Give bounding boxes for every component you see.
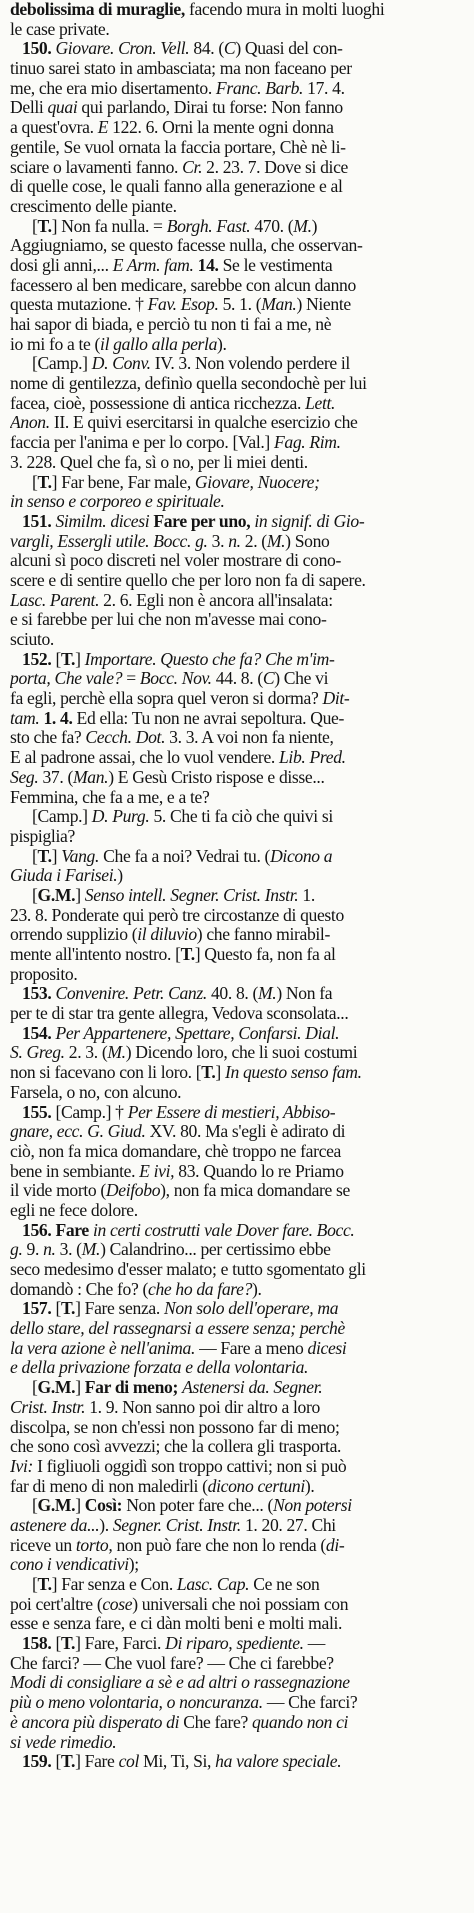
- text-line: sciare o lavamenti fanno. Cr. 2. 23. 7. Dove si dice: [10, 157, 348, 177]
- text-line: sto che fa? Cecch. Dot. 3. 3. A voi non fa niente,: [10, 728, 334, 748]
- text-line: crescimento delle piante.: [10, 196, 177, 216]
- text-line: non si facevano con li loro. [T.] In questo senso fam.: [10, 1063, 362, 1083]
- text-line: più o meno volontaria, o noncuranza. — Che farci?: [10, 1693, 358, 1713]
- text-line: seco medesimo d'esser malato; e tutto sgomentato gli: [10, 1260, 366, 1279]
- text-line: far di meno di non maledirli (dicono certuni).: [10, 1476, 315, 1496]
- text-line: la vera azione è nell'anima. — Fare a meno dicesi: [10, 1338, 347, 1358]
- text-line: hai sapor di biada, e perciò tu non ti fai a me, nè: [10, 315, 332, 334]
- text-line: che sono così avvezzi; che la collera gli trasporta.: [10, 1437, 342, 1457]
- text-line: in senso e corporeo e spirituale.: [10, 492, 225, 512]
- text-line: faccia per l'anima e per lo corpo. [Val.] Fag. Rim.: [10, 433, 341, 453]
- text-line: 158. [T.] Fare, Farci. Di riparo, spediente. —: [22, 1634, 326, 1654]
- text-line: Femmina, che fa a me, e a te?: [10, 787, 210, 807]
- text-line: [T.] Far bene, Far male, Giovare, Nuocere;: [32, 472, 320, 492]
- text-line: 152. [T.] Importare. Questo che fa? Che m'im-: [22, 649, 335, 669]
- text-line: 159. [T.] Fare col Mi, Ti, Si, ha valore speciale.: [22, 1752, 342, 1772]
- text-line: io mi fo a te (il gallo alla perla).: [10, 334, 227, 354]
- text-line: alcuni sì poco discreti nel voler mostrare di cono-: [10, 551, 341, 571]
- text-line: debolissima di muraglie, facendo mura in molti luoghi: [10, 0, 385, 19]
- text-line: [Camp.] D. Purg. 5. Che ti fa ciò che quivi si: [32, 807, 333, 827]
- text-line: [G.M.] Senso intell. Segner. Crist. Instr. 1.: [32, 885, 315, 905]
- text-line: gnare, ecc. G. Giud. XV. 80. Ma s'egli è adirato di: [10, 1122, 346, 1142]
- text-line: gentile, Se vuol ornata la faccia portare, Chè nè li-: [10, 137, 346, 157]
- text-line: [G.M.] Così: Non poter fare che... (Non potersi: [32, 1496, 352, 1516]
- text-line: me, che era mio disertamento. Franc. Barb. 17. 4.: [10, 78, 345, 98]
- text-line: mente all'intento nostro. [T.] Questo fa, non fa al: [10, 945, 336, 964]
- text-line: Seg. 37. (Man.) E Gesù Cristo rispose e disse...: [10, 767, 325, 787]
- text-line: tinuo sarei stato in ambasciata; ma non faceano per: [10, 59, 352, 79]
- text-line: Anon. II. E quivi esercitarsi in qualche esercizio che: [10, 413, 358, 433]
- text-line: fa egli, perchè ella sopra quel veron si dorma? Dit-: [10, 689, 350, 709]
- text-line: 153. Convenire. Petr. Canz. 40. 8. (M.) Non fa: [22, 984, 333, 1004]
- text-line: E al padrone assai, che lo vuol vendere. Lib. Pred.: [10, 748, 346, 768]
- text-line: 155. [Camp.] † Per Essere di mestieri, Abbiso-: [22, 1102, 336, 1122]
- text-line: Farsela, o no, con alcuno.: [10, 1082, 182, 1102]
- text-line: astenere da...). Segner. Crist. Instr. 1. 20. 27. Chi: [10, 1515, 336, 1535]
- text-line: dosi gli anni,... E Arm. fam. 14. Se le vestimenta: [10, 255, 333, 275]
- text-line: 154. Per Appartenere, Spettare, Confarsi. Dial.: [22, 1023, 340, 1043]
- text-line: sciuto.: [10, 630, 54, 649]
- text-line: facessero al ben medicare, sarebbe con alcun danno: [10, 275, 356, 295]
- text-line: egli ne fece dolore.: [10, 1200, 138, 1220]
- text-line: esse e senza fare, e ci dàn molti beni e molti mali.: [10, 1614, 343, 1634]
- text-line: orrendo supplizio (il diluvio) che fanno mirabil-: [10, 925, 330, 945]
- text-line: Delli quai qui parlando, Dirai tu forse: Non fanno: [10, 98, 343, 118]
- text-line: 3. 228. Quel che fa, sì o no, per li miei denti.: [10, 452, 308, 472]
- text-line: 156. Fare in certi costrutti vale Dover fare. Bocc.: [22, 1220, 355, 1240]
- text-line: nome di gentilezza, definìo quella secondochè per lui: [10, 374, 367, 394]
- text-line: cono i vendicativi);: [10, 1555, 139, 1575]
- text-line: è ancora più disperato di Che fare? quando non ci: [10, 1712, 349, 1732]
- text-line: dello stare, del rassegnarsi a essere senza; perchè: [10, 1319, 345, 1339]
- text-line: ciò, non fa mica domandare, chè troppo ne farcea: [10, 1141, 341, 1161]
- text-line: [T.] Vang. Che fa a noi? Vedrai tu. (Dicono a: [32, 846, 333, 866]
- text-line: riceve un torto, non può fare che non lo renda (di-: [10, 1535, 345, 1555]
- text-line: porta, Che vale? = Bocc. Nov. 44. 8. (C) Che vi: [10, 669, 329, 689]
- text-line: g. 9. n. 3. (M.) Calandrino... per certissimo ebbe: [10, 1240, 331, 1260]
- text-line: e della privazione forzata e della volontaria.: [10, 1358, 309, 1378]
- text-line: questa mutazione. † Fav. Esop. 5. 1. (Man.) Niente: [10, 295, 351, 315]
- text-line: il vide morto (Deifobo), non fa mica domandare se: [10, 1181, 351, 1201]
- text-line: [T.] Non fa nulla. = Borgh. Fast. 470. (M.): [32, 216, 318, 236]
- text-line: Ivi: I figliuoli oggidì son troppo cattivi; non si può: [10, 1456, 347, 1476]
- text-line: Giuda i Farisei.): [10, 866, 123, 886]
- text-line: le case private.: [10, 19, 110, 39]
- text-line: vargli, Essergli utile. Bocc. g. 3. n. 2. (M.) Sono: [10, 531, 330, 551]
- text-line: Lasc. Parent. 2. 6. Egli non è ancora all'insalata:: [10, 590, 333, 610]
- text-line: Crist. Instr. 1. 9. Non sanno poi dir altro a loro: [10, 1397, 320, 1417]
- text-line: tam. 1. 4. Ed ella: Tu non ne avrai sepoltura. Que-: [10, 708, 344, 728]
- text-line: proposito.: [10, 964, 78, 984]
- text-line: 150. Giovare. Cron. Vell. 84. (C) Quasi del con-: [22, 39, 343, 59]
- text-line: scere e di sentire quello che per loro non fa di sapere.: [10, 570, 366, 590]
- text-line: facea, cioè, possessione di antica ricchezza. Lett.: [10, 393, 336, 413]
- text-line: Che farci? — Che vuol fare? — Che ci farebbe?: [10, 1653, 334, 1673]
- text-line: di quelle cose, le quali fanno alla generazione e al: [10, 177, 343, 197]
- text-line: domandò : Che fo? (che ho da fare?).: [10, 1279, 262, 1299]
- text-line: pispiglia?: [10, 826, 75, 846]
- text-line: 151. Similm. dicesi Fare per uno, in signif. di Gio-: [22, 511, 365, 531]
- text-line: bene in sembiante. E ivi, 83. Quando lo re Priamo: [10, 1161, 344, 1181]
- text-line: S. Greg. 2. 3. (M.) Dicendo loro, che li suoi costumi: [10, 1043, 358, 1063]
- text-line: Aggiugniamo, se questo facesse nulla, che osservan-: [10, 236, 363, 256]
- text-line: 23. 8. Ponderate qui però tre circostanze di questo: [10, 905, 344, 925]
- text-line: [T.] Far senza e Con. Lasc. Cap. Ce ne son: [32, 1575, 320, 1594]
- text-line: a quest'ovra. E 122. 6. Orni la mente ogni donna: [10, 118, 334, 138]
- text-line: si vede rimedio.: [10, 1732, 117, 1752]
- text-line: 157. [T.] Fare senza. Non solo dell'operare, ma: [22, 1299, 339, 1319]
- text-line: Modi di consigliare a sè e ad altri o rassegnazione: [10, 1673, 350, 1693]
- text-line: discolpa, se non ch'essi non possono far di meno;: [10, 1417, 340, 1437]
- text-line: per te di star tra gente allegra, Vedova sconsolata...: [10, 1004, 349, 1024]
- text-line: poi cert'altre (cose) universali che noi possiam con: [10, 1594, 349, 1614]
- text-line: [Camp.] D. Conv. IV. 3. Non volendo perdere il: [32, 354, 350, 374]
- text-line: e si farebbe per lui che non m'avesse mai cono-: [10, 610, 327, 630]
- text-line: [G.M.] Far di meno; Astenersi da. Segner.: [32, 1378, 323, 1398]
